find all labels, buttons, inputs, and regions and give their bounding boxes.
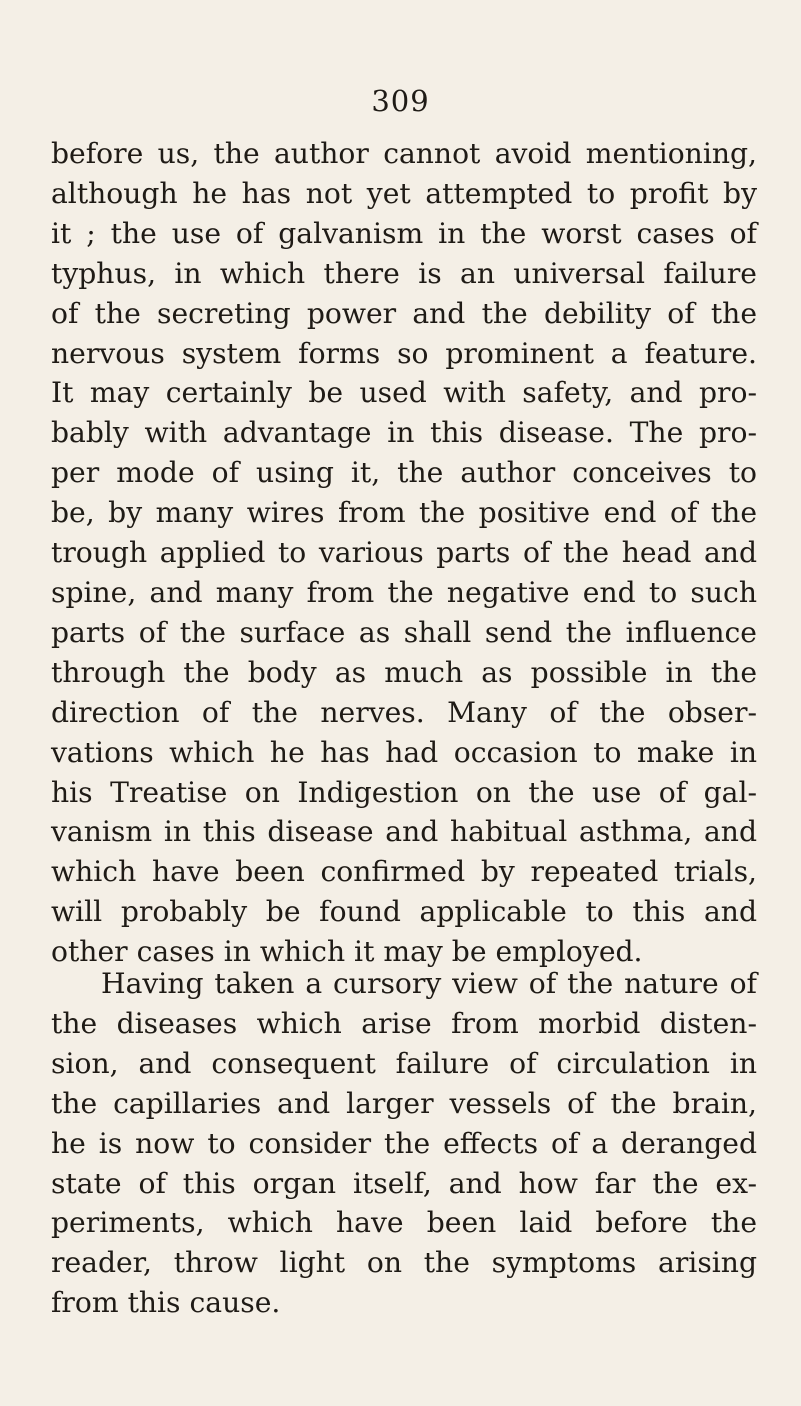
text-line: which have been confirmed by repeated trials, [51,855,757,889]
text-line: his Treatise on Indigestion on the use of gal- [51,775,757,809]
text-line: the capillaries and larger vessels of the brain, [51,1086,757,1120]
text-line: through the body as much as possible in the [51,655,757,689]
text-line: other cases in which it may be employed. [51,935,643,969]
text-line: he is now to consider the effects of a deranged [51,1126,757,1160]
page-number: 309 [371,84,430,118]
text-line: the diseases which arise from morbid disten- [51,1006,757,1040]
text-line: sion, and consequent failure of circulation in [51,1046,757,1080]
text-line: nervous system forms so prominent a feature. [51,336,757,370]
text-line: from this cause. [51,1286,281,1320]
text-line: be, by many wires from the positive end of the [51,496,757,530]
text-line: parts of the surface as shall send the influence [51,615,757,649]
paragraph-1 [51,134,757,972]
text-line: vations which he has had occasion to make in [51,735,757,769]
text-line: before us, the author cannot avoid mentioning, [51,137,757,170]
text-line: bably with advantage in this disease. The pro- [51,416,757,450]
text-line: Having taken a cursory view of the nature of [101,967,757,1000]
paragraph-2 [51,964,757,1323]
text-line: spine, and many from the negative end to such [51,575,757,609]
text-line: although he has not yet attempted to profit by [51,176,757,210]
text-line: will probably be found applicable to this and [51,895,757,929]
text-line: reader, throw light on the symptoms arising [51,1246,757,1280]
text-line: direction of the nerves. Many of the obser- [51,695,757,729]
text-line: vanism in this disease and habitual asthma, and [51,815,757,849]
text-line: It may certainly be used with safety, and pro- [51,376,757,410]
text-line: periments, which have been laid before the [51,1206,757,1240]
text-line: trough applied to various parts of the head and [51,536,757,570]
text-line: per mode of using it, the author conceives to [51,456,757,490]
text-line: of the secreting power and the debility of the [51,296,757,330]
text-line: it ; the use of galvanism in the worst cases of [51,216,757,250]
text-line: typhus, in which there is an universal failure [51,256,757,290]
text-line: state of this organ itself, and how far the ex- [51,1166,757,1200]
